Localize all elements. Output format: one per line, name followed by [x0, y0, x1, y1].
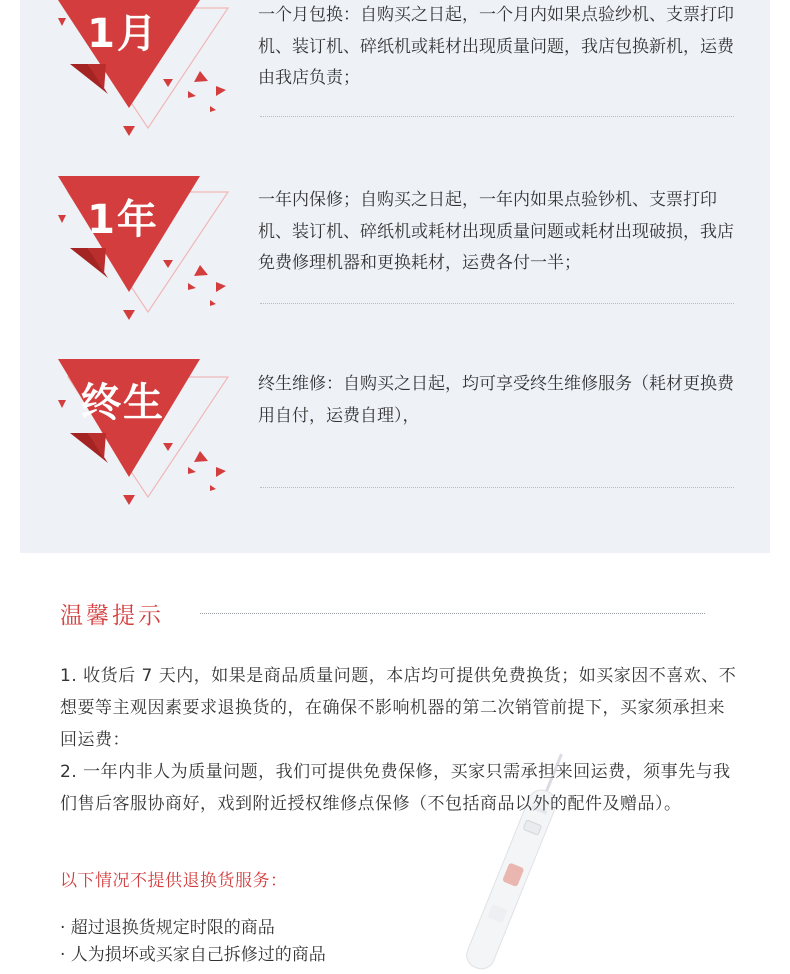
- tips-note-1: 1. 收货后 7 天内，如果是商品质量问题，本店均可提供免费换货；如买家因不喜欢、不想要等主观因素要求退换货的，在确保不影响机器的第二次销管前提下，买家须承担来回运费：: [60, 666, 737, 750]
- badge-label: 1月: [87, 11, 159, 57]
- policy-text: 一个月包换：自购买之日起，一个月内如果点验纱机、支票打印机、装订机、碎纸机或耗材出现质量问题，我店包换新机，运费由我店负责；: [258, 5, 734, 88]
- policy-lifetime: [20, 355, 770, 535]
- no-service-title: 以下情况不提供退换货服务：: [60, 871, 288, 891]
- badge-label: 1年: [87, 197, 159, 243]
- policy-text: 终生维修：自购买之日起，均可享受终生维修服务（耗材更换费用自付，运费自理），: [258, 374, 734, 426]
- warranty-panel: [20, 0, 770, 553]
- badge-label: 终生: [81, 380, 165, 426]
- policy-one-year: [20, 170, 770, 350]
- list-item: · 超过退换货规定时限的商品: [60, 918, 275, 938]
- triangle-badge-icon: [48, 170, 238, 320]
- dotted-divider: [260, 116, 734, 117]
- list-item: · 人为损坏或买家自己拆修过的商品: [60, 945, 326, 965]
- tips-title: 温馨提示: [60, 603, 164, 629]
- triangle-badge-icon: [48, 0, 238, 136]
- triangle-badge-icon: [48, 355, 238, 505]
- policy-text: 一年内保修；自购买之日起，一年内如果点验钞机、支票打印机、装订机、碎纸机或耗材出现质量问题或耗材出现破损，我店免费修理机器和更换耗材，运费各付一半；: [258, 190, 734, 273]
- policy-one-month: [20, 0, 770, 180]
- no-service-list: [60, 915, 326, 969]
- dotted-divider: [260, 303, 734, 304]
- tips-notes: [60, 660, 738, 820]
- tips-divider: [200, 613, 705, 614]
- dotted-divider: [260, 487, 734, 488]
- tips-note-2: 2. 一年内非人为质量问题，我们可提供免费保修，买家只需承担来回运费，须事先与我们售后客服协商好，戏到附近授权维修点保修（不包括商品以外的配件及赠品）。: [60, 762, 731, 814]
